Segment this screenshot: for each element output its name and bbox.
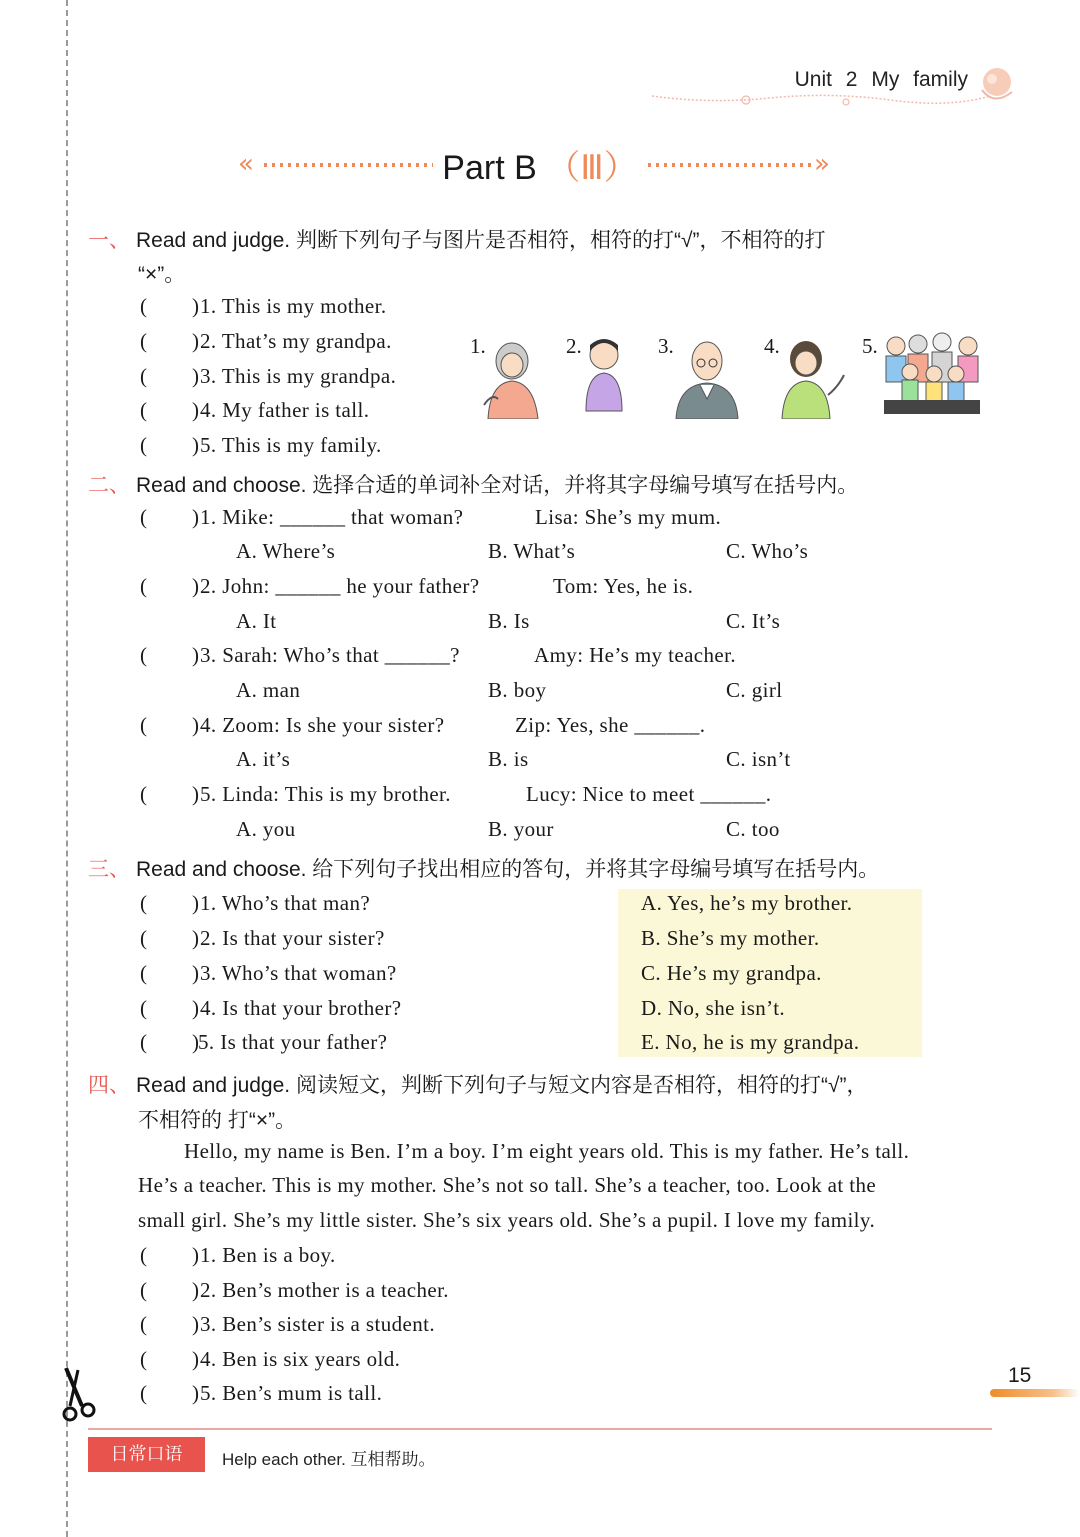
answer-paren[interactable]: ( (140, 1030, 147, 1054)
mother-icon (778, 335, 848, 419)
answer-paren[interactable]: ( (140, 1347, 147, 1371)
svg-text:»: » (814, 149, 830, 178)
svg-text:«: « (238, 149, 254, 178)
answer-paren[interactable]: ( (140, 433, 147, 457)
section-4-heading-cont: 不相符的 打“×”。 (138, 1109, 297, 1132)
picture-label: 1. (470, 334, 486, 358)
answer-paren[interactable]: ( (140, 713, 147, 737)
answer-paren[interactable]: ( (140, 1243, 147, 1267)
section-1-heading-cont: “×”。 (138, 263, 186, 286)
answer-paren[interactable]: ( (140, 1312, 147, 1336)
answer-paren[interactable]: ( (140, 329, 147, 353)
question-text: 3. Sarah: Who’s that ______? (200, 643, 460, 667)
option-a: A. Where’s (236, 539, 336, 563)
answer-option: A. Yes, he’s my brother. (641, 891, 853, 915)
answer-option: C. He’s my grandpa. (641, 961, 822, 985)
answer-paren[interactable]: ( (140, 961, 147, 985)
picture-label: 3. (658, 334, 674, 358)
option-a: A. man (236, 678, 301, 702)
answer-paren[interactable]: ( (140, 505, 147, 529)
section-2-heading: 二、 Read and choose. 选择合适的单词补全对话，并将其字母编号填写在括号内。 (88, 474, 859, 497)
option-c: C. isn’t (726, 747, 791, 771)
cut-line (66, 0, 68, 1537)
answer-paren[interactable]: ( (140, 926, 147, 950)
option-c: C. It’s (726, 609, 781, 633)
list-item: 5. Ben’s mum is tall. (200, 1381, 383, 1405)
option-b: B. boy (488, 678, 547, 702)
question-response: Lucy: Nice to meet ______. (526, 782, 772, 806)
list-item: 2. Is that your sister? (200, 926, 385, 950)
page-number-bar (990, 1389, 1080, 1397)
section-3-heading: 三、 Read and choose. 给下列句子找出相应的答句，并将其字母编号填写在括号内。 (88, 858, 880, 881)
answer-option: B. She’s my mother. (641, 926, 820, 950)
part-title-row (238, 140, 842, 187)
question-text: 1. Mike: ______ that woman? (200, 505, 464, 529)
passage-line: Hello, my name is Ben. I’m a boy. I’m eight years old. This is my father. He’s tall. (184, 1139, 910, 1163)
question-response: Zip: Yes, she ______. (515, 713, 706, 737)
question-text: 5. Linda: This is my brother. (200, 782, 451, 806)
answer-paren[interactable]: ( (140, 364, 147, 388)
picture-label: 2. (566, 334, 582, 358)
answer-paren[interactable]: ( (140, 294, 147, 318)
option-b: B. your (488, 817, 554, 841)
list-item: 2. Ben’s mother is a teacher. (200, 1278, 449, 1302)
answer-paren[interactable]: ( (140, 891, 147, 915)
list-item: 3. This is my grandpa. (200, 364, 397, 388)
footer-divider (88, 1428, 992, 1430)
answer-paren[interactable]: ( (140, 782, 147, 806)
question-text: 4. Zoom: Is she your sister? (200, 713, 445, 737)
option-b: B. What’s (488, 539, 576, 563)
option-c: C. Who’s (726, 539, 809, 563)
option-a: A. you (236, 817, 296, 841)
answer-paren[interactable]: ( (140, 398, 147, 422)
question-response: Amy: He’s my teacher. (534, 643, 737, 667)
question-text: 2. John: ______ he your father? (200, 574, 480, 598)
answer-paren[interactable]: ( (140, 996, 147, 1020)
boy-icon (578, 335, 630, 415)
answer-option: D. No, she isn’t. (641, 996, 786, 1020)
list-item: 5. This is my family. (200, 433, 382, 457)
option-c: C. too (726, 817, 780, 841)
answer-paren[interactable]: ( (140, 1381, 147, 1405)
list-item: 3. Who’s that woman? (200, 961, 397, 985)
grandpa-icon (672, 335, 742, 419)
passage-line: small girl. She’s my little sister. She’s six years old. She’s a pupil. I love my family. (138, 1208, 876, 1232)
part-title: Part B （Ⅲ） (442, 149, 638, 187)
passage-line: He’s a teacher. This is my mother. She’s not so tall. She’s a teacher, too. Look at the (138, 1173, 877, 1197)
option-a: A. It (236, 609, 277, 633)
list-item: 1. Who’s that man? (200, 891, 371, 915)
list-item: 4. My father is tall. (200, 398, 370, 422)
list-item: 4. Ben is six years old. (200, 1347, 401, 1371)
family-icon (876, 330, 986, 416)
answer-paren[interactable]: ( (140, 1278, 147, 1302)
option-b: B. Is (488, 609, 530, 633)
answer-paren[interactable]: ( (140, 643, 147, 667)
picture-label: 5. (862, 334, 878, 358)
option-b: B. is (488, 747, 529, 771)
picture-label: 4. (764, 334, 780, 358)
option-c: C. girl (726, 678, 783, 702)
section-4-heading: 四、 Read and judge. 阅读短文，判断下列句子与短文内容是否相符，相符的打“√”， (88, 1074, 868, 1097)
answer-option: E. No, he is my grandpa. (641, 1030, 860, 1054)
footer-tag: 日常口语 (88, 1437, 205, 1472)
unit-header (650, 62, 1020, 112)
option-a: A. it’s (236, 747, 291, 771)
list-item: 3. Ben’s sister is a student. (200, 1312, 436, 1336)
list-item: 1. This is my mother. (200, 294, 387, 318)
list-item: 1. Ben is a boy. (200, 1243, 336, 1267)
section-1-heading: 一、 Read and judge. 判断下列句子与图片是否相符，相符的打“√”，不相符的打 (88, 229, 826, 252)
question-response: Lisa: She’s my mum. (535, 505, 722, 529)
footer-phrase: Help each other. 互相帮助。 (222, 1450, 436, 1469)
grandma-icon (478, 335, 546, 419)
page-number: 15 (1008, 1364, 1032, 1387)
scissors-icon (56, 1366, 100, 1426)
answer-paren[interactable]: ( (140, 574, 147, 598)
list-item: 4. Is that your brother? (200, 996, 402, 1020)
list-item: 5. Is that your father? (198, 1030, 388, 1054)
question-response: Tom: Yes, he is. (553, 574, 694, 598)
unit-title: Unit 2 My family (794, 68, 968, 91)
list-item: 2. That’s my grandpa. (200, 329, 392, 353)
